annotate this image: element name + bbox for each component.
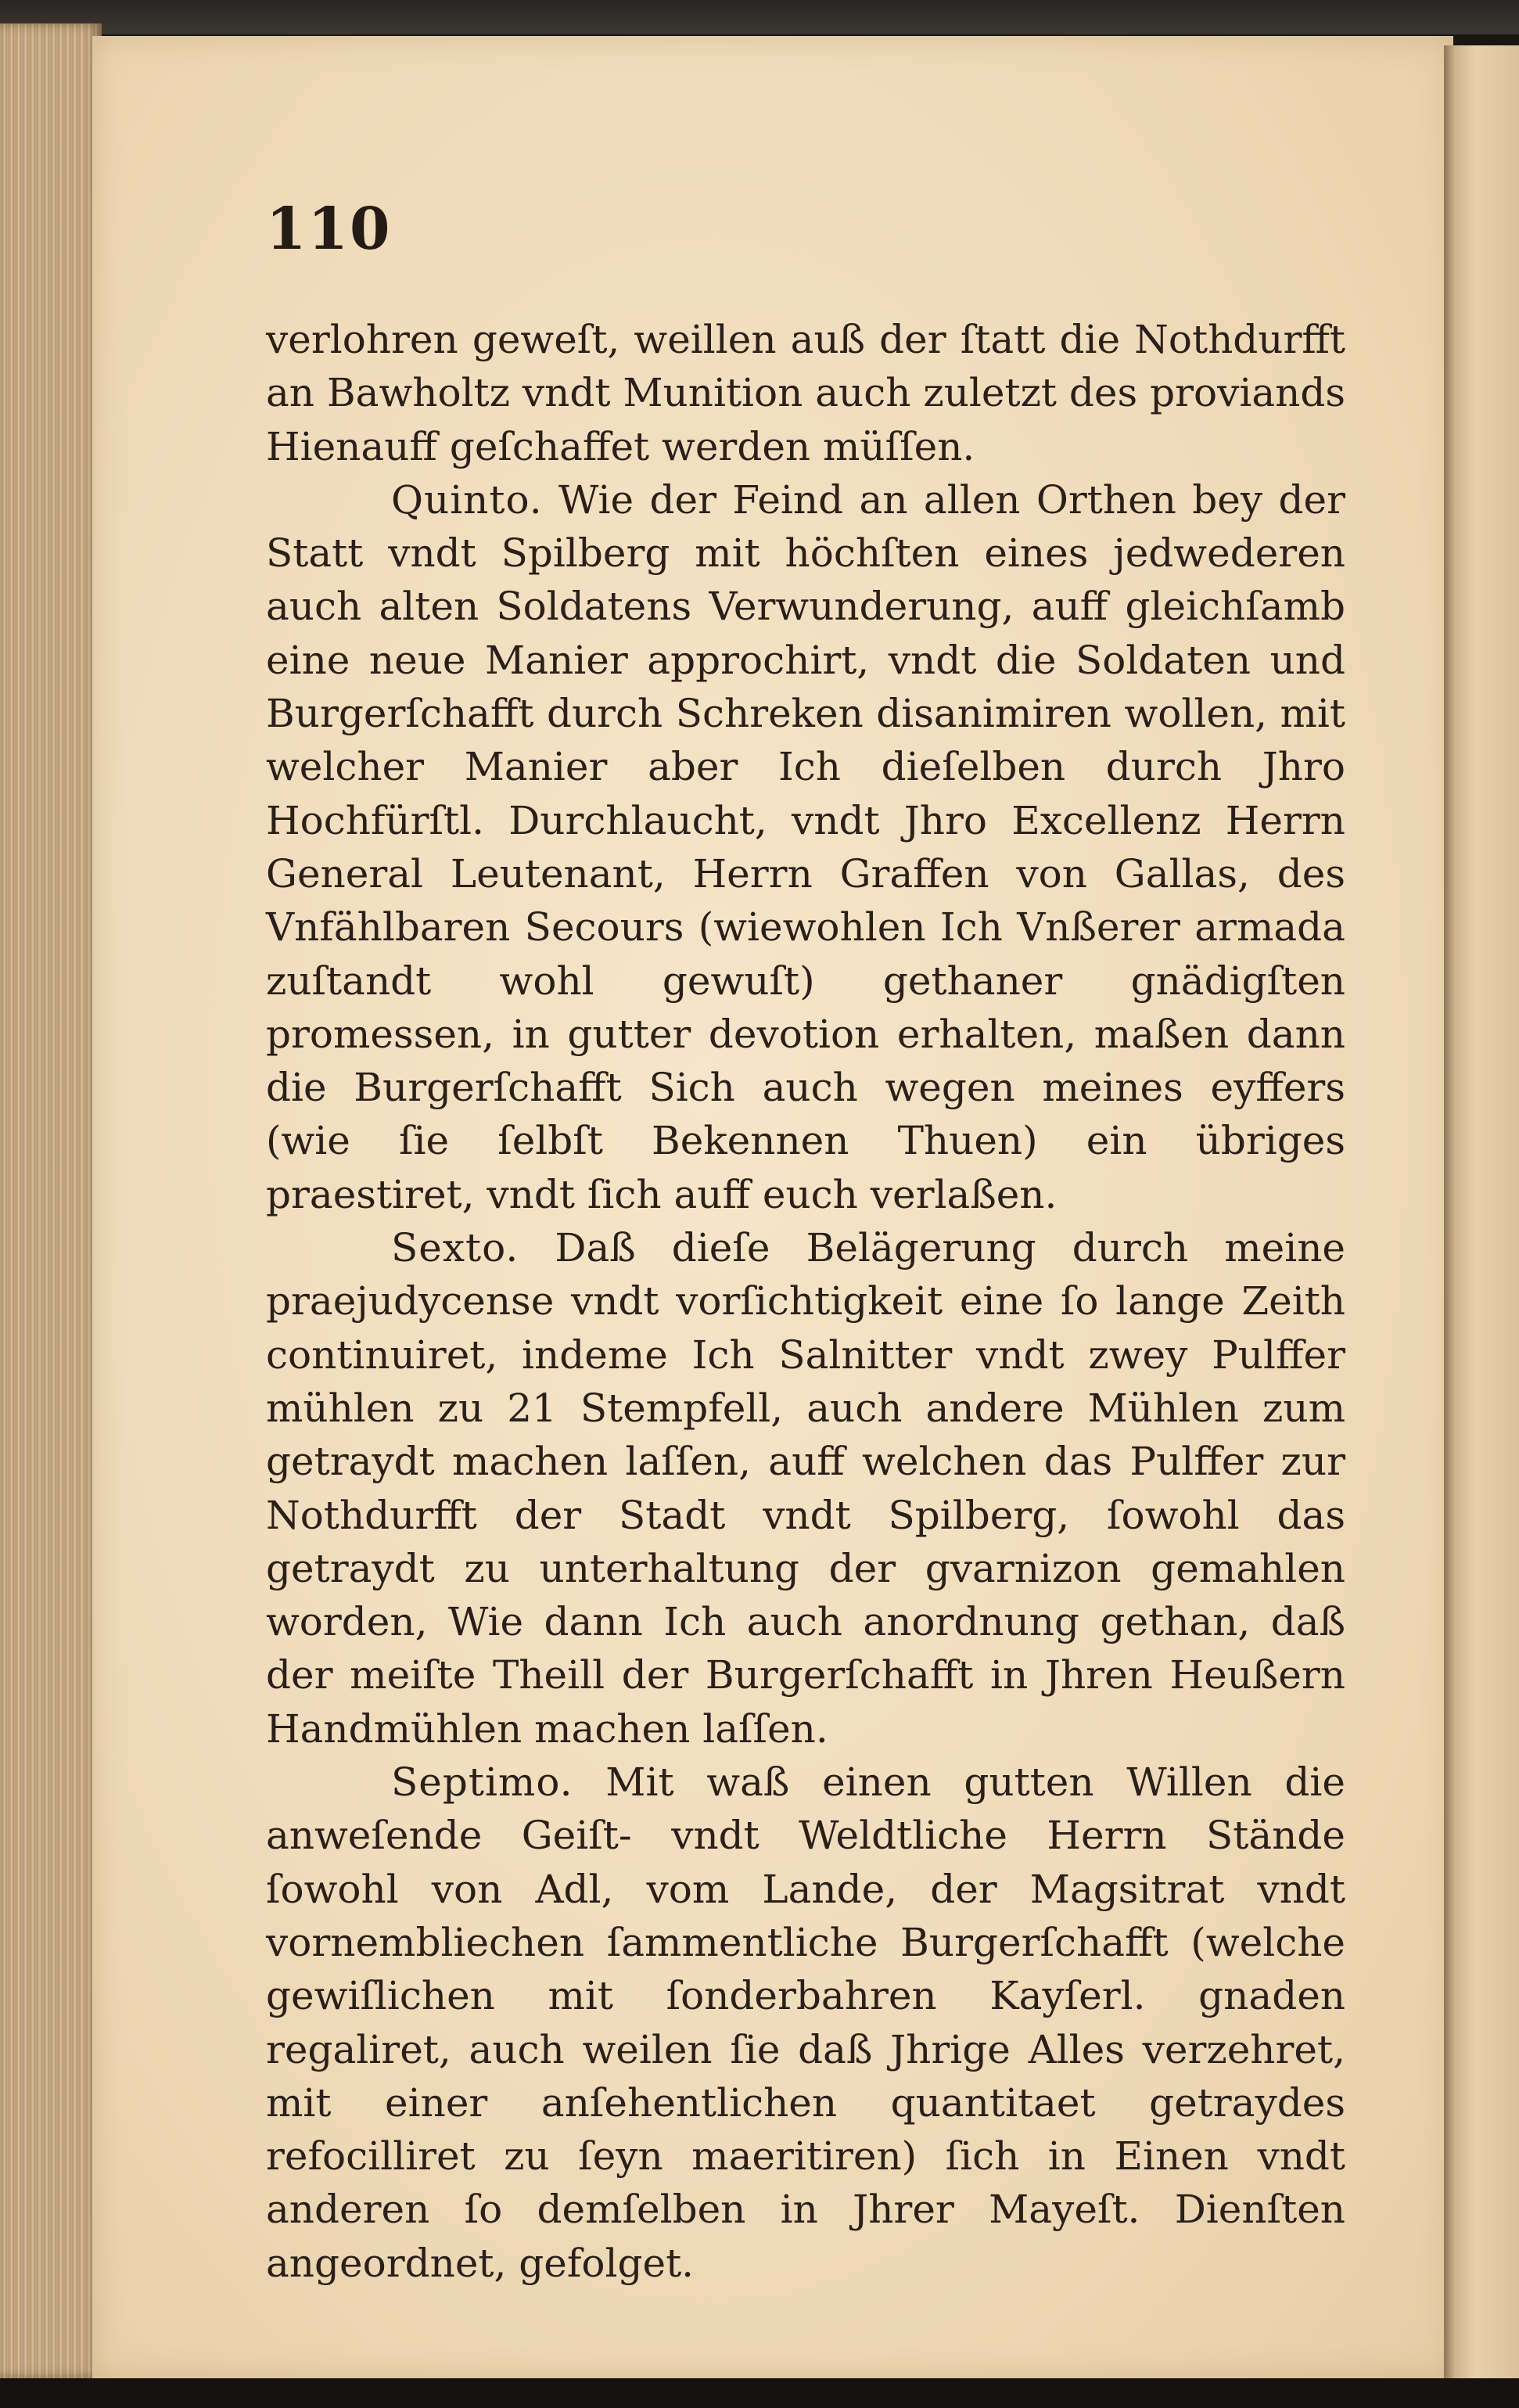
page-body-text (266, 313, 1345, 2290)
paragraph-text: Wie der Feind an allen Orthen bey der Statt vndt Spilberg mit höchſten eines jedwederen auch alten Soldatens Verwunderung, auff gleichſamb eine neue Manier approchirt, vndt die Soldaten und Burgerſchafft durch Schreken disanimiren wollen, mit welcher Manier aber Ich dieſelben durch Jhro Hochfürſtl. Durchlaucht, vndt Jhro Excellenz Herrn General Leutenant, Herrn Graffen von Gallas, des Vnfählbaren Secours (wiewohlen Ich Vnßerer armada zuſtandt wohl gewuſt) gethaner gnädigſten promessen, in gutter devotion erhalten, maßen dann die Burgerſchafft Sich auch wegen meines eyffers (wie ſie ſelbſt Bekennen Thuen) ein übriges praestiret, vndt ſich auff euch verlaßen. (266, 476, 1345, 1217)
facing-page-edge (1444, 45, 1519, 2378)
paragraph-continuation (266, 313, 1345, 473)
page-number: 110 (266, 196, 392, 263)
scanner-bottom-edge (0, 2378, 1519, 2408)
paragraph-sexto (266, 1221, 1345, 1756)
paragraph-text: Daß dieſe Belägerung durch meine praejudycense vndt vorſichtigkeit eine ſo lange Zeith continuiret, indeme Ich Salnitter vndt zwey Pulffer mühlen zu 21 Stempfell, auch andere Mühlen zum getraydt machen laſſen, auff welchen das Pulffer zur Nothdurfft der Stadt vndt Spilberg, ſowohl das getraydt zu unterhaltung der gvarnizon gemahlen worden, Wie dann Ich auch anordnung gethan, daß der meiſte Theill der Burgerſchafft in Jhren Heußern Handmühlen machen laſſen. (266, 1225, 1345, 1752)
paragraph-lead: Septimo. (391, 1759, 573, 1806)
paragraph-lead: Sexto. (391, 1225, 519, 1271)
paragraph-septimo (266, 1756, 1345, 2290)
book-page-edges (0, 23, 102, 2378)
paragraph-text: Mit waß einen gutten Willen die anweſende Geiſt- vndt Weldtliche Herrn Stände ſowohl von Adl, vom Lande, der Magsitrat vndt vornembliechen ſammentliche Burgerſchafft (welche gewiſlichen mit ſonderbahren Kayſerl. gnaden regaliret, auch weilen ſie daß Jhrige Alles verzehret, mit einer anſehentlichen quantitaet getraydes refocilliret zu ſeyn maeritiren) ſich in Einen vndt anderen ſo demſelben in Jhrer Mayeſt. Dienſten angeordnet, gefolget. (266, 1759, 1345, 2286)
paragraph-lead: Quinto. (391, 476, 543, 523)
paragraph-text: verlohren geweſt, weillen auß der ſtatt die Nothdurfft an Bawholtz vndt Munition auch zuletzt des proviands Hienauff geſchaffet werden müſſen. (266, 317, 1345, 469)
paragraph-quinto (266, 473, 1345, 1221)
scanner-top-edge (0, 0, 1519, 34)
